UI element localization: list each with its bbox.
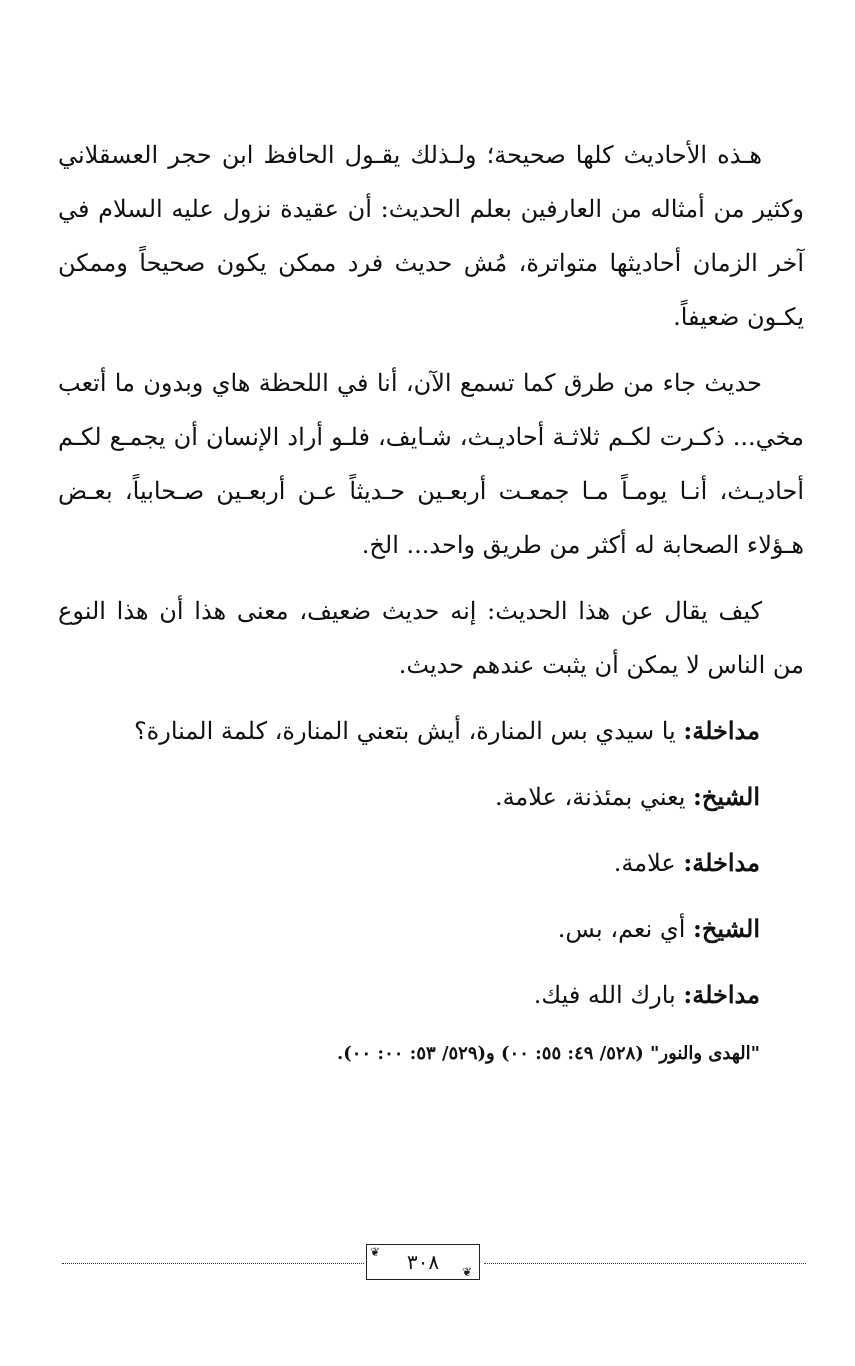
dialogue-text: يعني بمئذنة، علامة. [494,783,694,811]
footer-rule-right [484,1263,806,1264]
dialogue-text: علامة. [613,849,684,877]
speaker-label: مداخلة: [683,848,760,877]
dialogue-line-1 [58,704,804,758]
speaker-label: الشيخ: [693,914,760,943]
speaker-label: مداخلة: [683,980,760,1009]
page-number: ٣٠٨ [406,1250,440,1274]
source-citation: "الهدى والنور" (٥٢٨/ ٤٩: ٥٥: ٠٠) و(٥٢٩/ ٥٣: ٠٠: ٠٠). [337,1043,760,1064]
dialogue-line-4 [58,902,804,956]
speaker-label: الشيخ: [693,782,760,811]
dialogue-text: أي نعم، بس. [557,915,694,943]
dialogue-line-5 [58,968,804,1022]
dialogue-line-2 [58,770,804,824]
dialogue-text: يا سيدي بس المنارة، أيش بتعني المنارة، كلمة المنارة؟ [133,717,684,745]
page-body [58,128,804,1074]
dialogue-line-3 [58,836,804,890]
paragraph-3: كيف يقال عن هذا الحديث: إنه حديث ضعيف، معنى هذا أن هذا النوع من الناس لا يمكن أن يثبت عندهم حديث. [58,597,804,679]
paragraph-1: هـذه الأحاديث كلها صحيحة؛ ولـذلك يقـول الحافظ ابن حجر العسقلاني وكثير من أمثاله من العارفين بعلم الحديث: أن عقيدة نزول عليه السلام في آخر الزمان أحاديثها متواترة، مُش حديث فرد ممكن يكون صحيحاً وممكن يكـون ضعيفاً. [58,141,804,331]
corner-ornament-icon: ❦ [462,1265,473,1279]
speaker-label: مداخلة: [683,716,760,745]
dialogue-text: بارك الله فيك. [533,981,684,1009]
paragraph-2: حديث جاء من طرق كما تسمع الآن، أنا في اللحظة هاي وبدون ما أتعب مخي... ذكـرت لكـم ثلاثـة أحاديـث، شـايف، فلـو أراد الإنسان أن يجمـع لكـم أحاديـث، أنـا يومـاً مـا جمعـت أربعـين حـديثاً عـن أربعـين صـحابياً، بعـض هـؤلاء الصحابة له أكثر من طريق واحد... الخ. [58,369,805,559]
footer-rule-left [62,1263,364,1264]
corner-ornament-icon: ❦ [370,1245,381,1259]
